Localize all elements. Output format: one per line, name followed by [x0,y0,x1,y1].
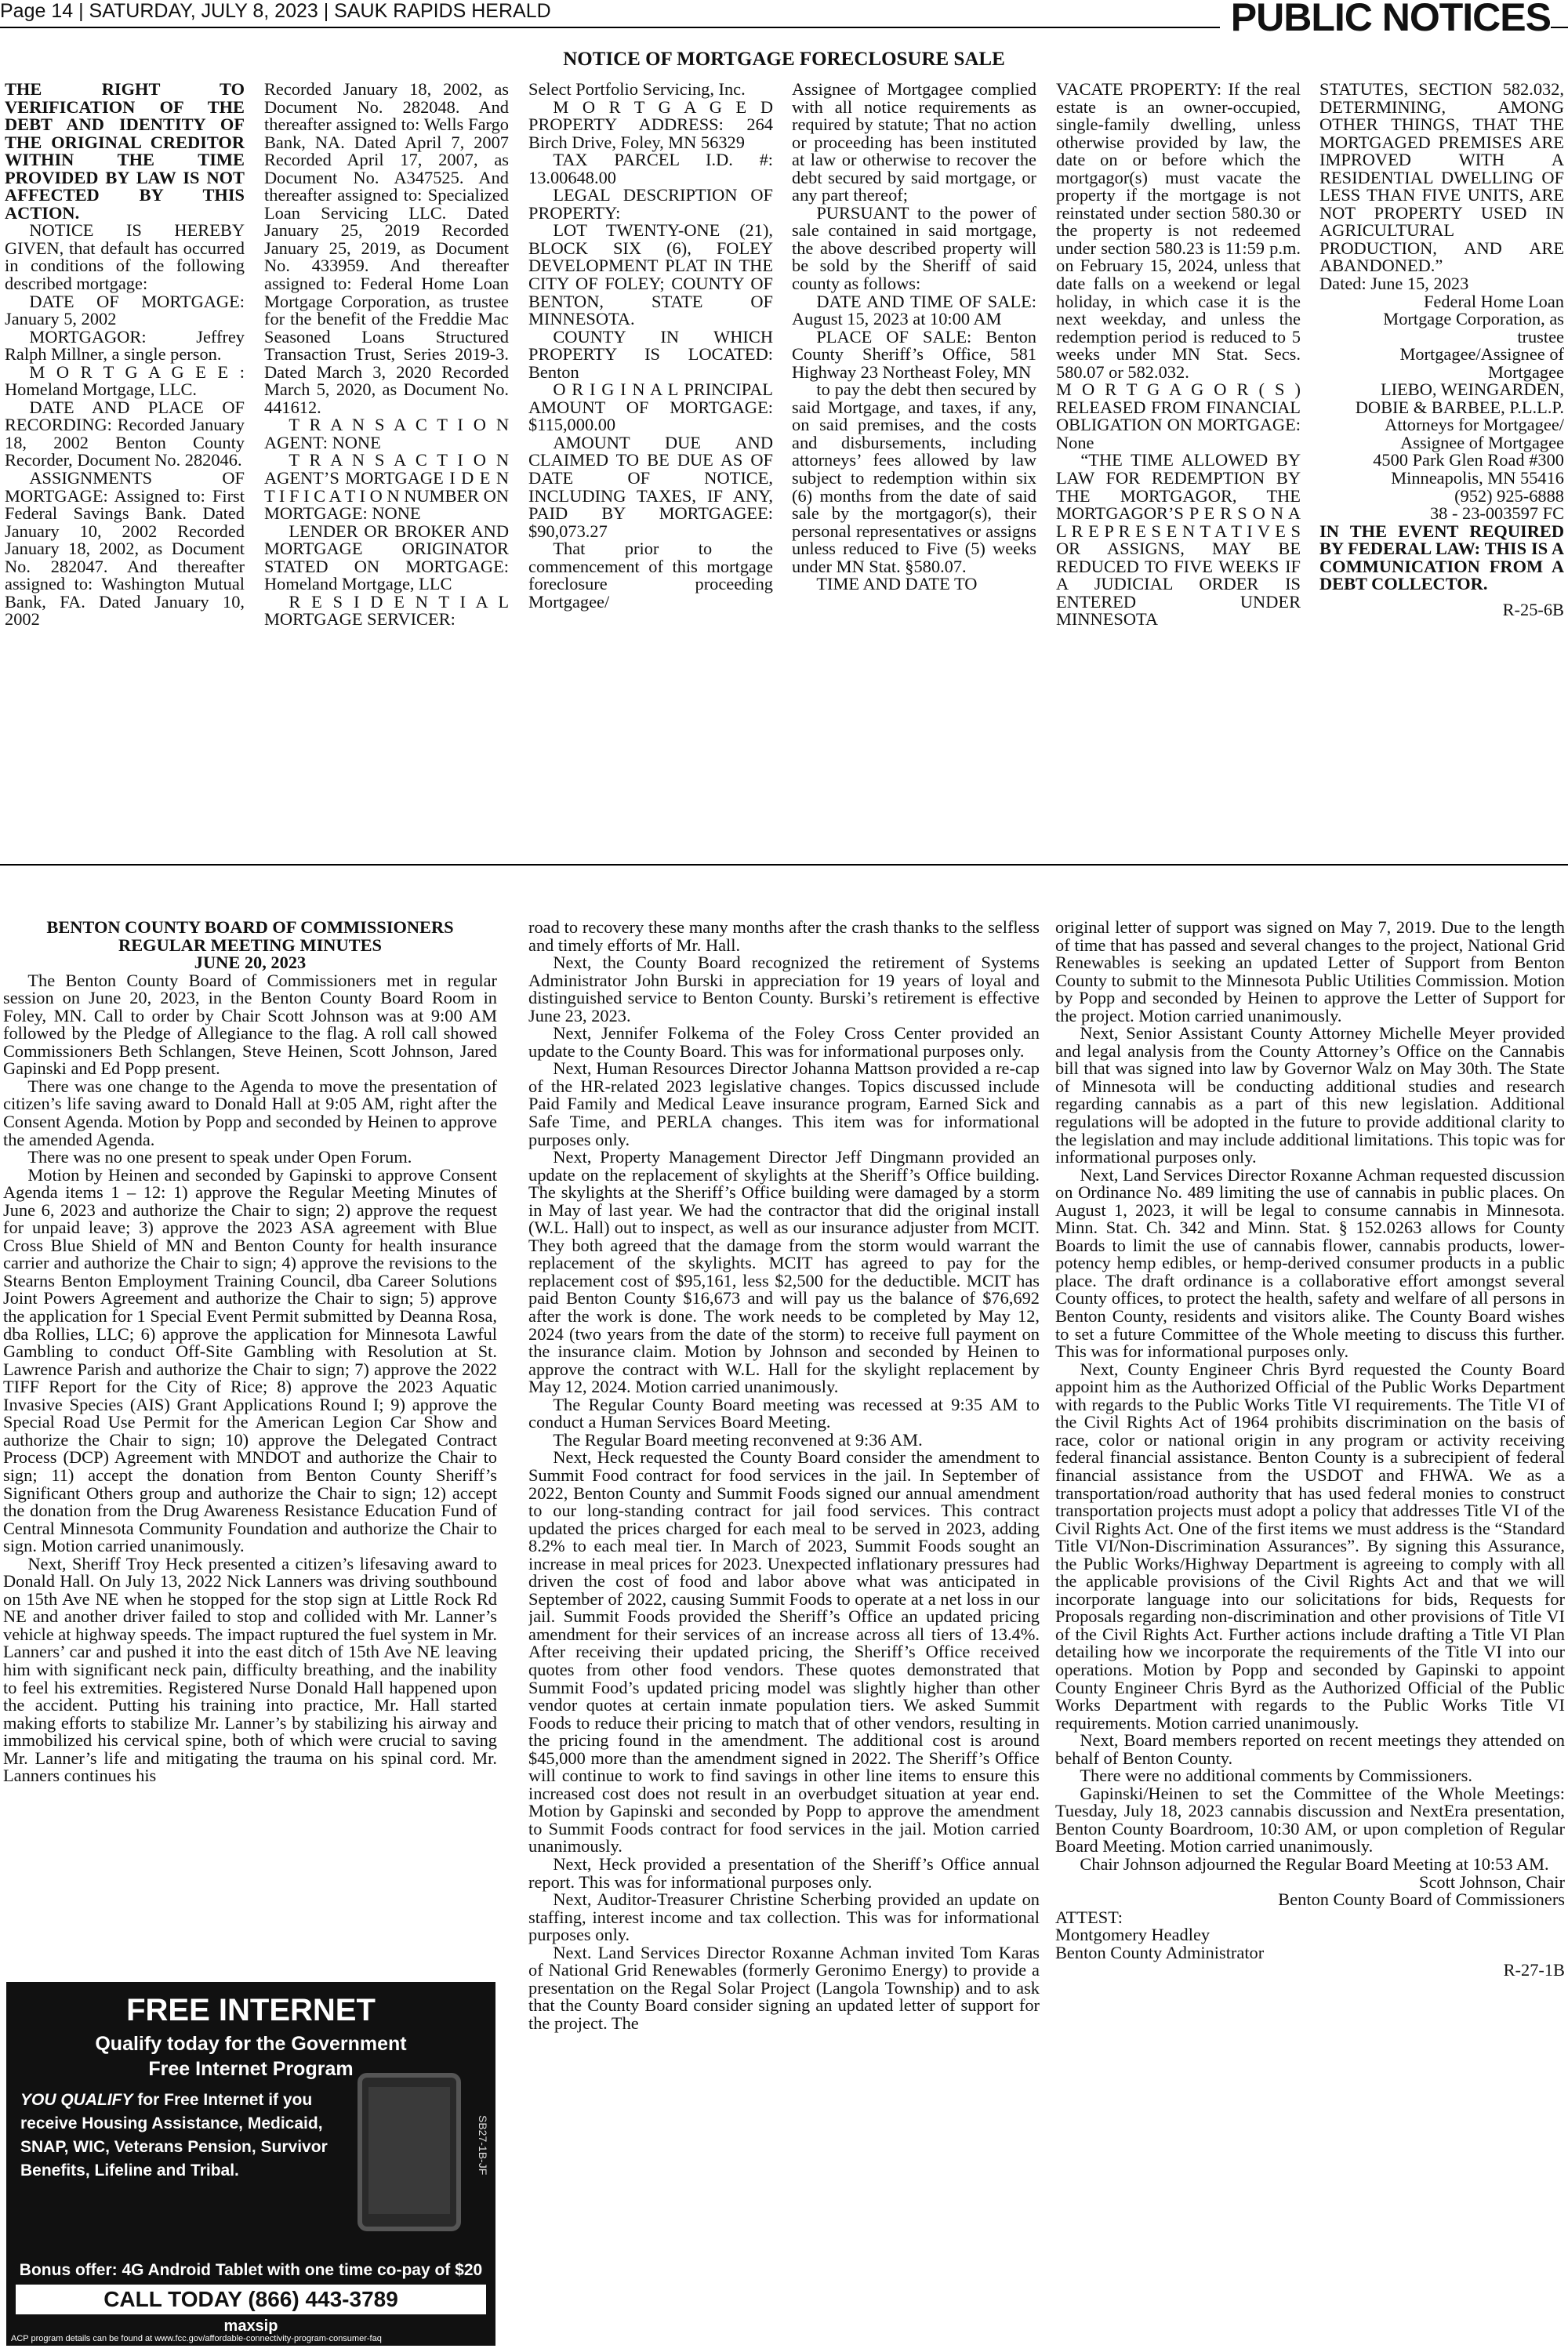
foreclosure-title: NOTICE OF MORTGAGE FORECLOSURE SALE [563,49,1005,70]
signature-line: 4500 Park Glen Road #300 [1373,450,1564,470]
attest-line: Benton County Administrator [1055,1942,1265,1962]
paragraph: M O R T G A G E D PROPERTY ADDRESS: 264 Birch Drive, Foley, MN 56329 [528,96,773,152]
minutes-title: BENTON COUNTY BOARD OF COMMISSIONERS [46,919,454,937]
paragraph: PURSUANT to the power of sale contained in said mortgage, the above described property will be sold by the Sheriff of said county as follows: [792,202,1036,294]
paragraph: T R A N S A C T I O N AGENT’S MORTGAGE I D E N T I F I C A T I O N NUMBER ON MORTGAGE: NONE [264,450,509,524]
foreclosure-column-1 [5,81,245,818]
attest-line: Montgomery Headley [1055,1925,1210,1945]
minutes-subtitle: REGULAR MEETING MINUTES [118,935,382,955]
section-title: PUBLIC NOTICES [1220,0,1551,39]
ad-footer: ACP program details can be found at www.fcc.gov/affordable-connectivity-program-consumer-faq [11,2334,382,2343]
paragraph: “THE TIME ALLOWED BY LAW FOR REDEMPTION BY THE MORTGAGOR, THE MORTGAGOR’S P E R S O N A L R E P R E S E N T A T I V E S OR ASSIGNS, MAY BE REDUCED TO FIVE WEEKS IF A JUDICIAL ORDER IS ENTERED UNDER MINNESOTA [1056,450,1301,630]
paragraph: DATE AND PLACE OF RECORDING: Recorded January 18, 2002 Benton County Recorder, Document No. 282046. [5,397,245,470]
minutes-column-1 [3,919,497,1969]
ad-code: SB27-1B-JF [477,2115,489,2176]
paragraph: road to recovery these many months after the crash thanks to the selfless and timely efforts of Mr. Hall. [528,919,1040,955]
paragraph: DATE OF MORTGAGE: January 5, 2002 [5,291,245,329]
paragraph: Recorded January 18, 2002, as Document No. 282048. And thereafter assigned to: Wells Fargo Bank, NA. Dated April 7, 2007 Recorded April 17, 2007, as Document No. A347525. And thereafter assigned to: Specialized Loan Servicing LLC. Dated January 25, 2019 Recorded January 25, 2019, as Document No. 433959. And thereafter assigned to: Federal Home Loan Mortgage Corporation, as trustee for the benefit of the Freddie Mac Seasoned Loans Structured Transaction Trust, Series 2019-3. Dated March 3, 2020 Recorded March 5, 2020, as Document No. 441612. [264,81,509,417]
signature-line: (952) 925-6888 [1454,485,1564,506]
paragraph: COUNTY IN WHICH PROPERTY IS LOCATED: Benton [528,326,773,382]
paragraph: Chair Johnson adjourned the Regular Board Meeting at 10:53 AM. [1080,1853,1549,1874]
paragraph: original letter of support was signed on May 7, 2019. Due to the length of time that has passed and several changes to the project, National Grid Renewables is seeking an updated Letter of Support from Benton County to submit to the Minnesota Public Utilities Commission. Motion by Popp and seconded by Heinen to approve the Letter of Support for the project. Motion carried unanimously. [1055,919,1565,1025]
foreclosure-column-4 [792,81,1036,818]
paragraph: Next, Senior Assistant County Attorney Michelle Meyer provided and legal analysis from the County Attorney’s Office on the Cannabis bill that was signed into law by Governor Walz on May 30th. The State of Minnesota will be conducting additional studies and research regarding cannabis as a part of this new legislation. Additional regulations will be adopted in the future to provide additional clarity to the legislation and may include additional limitations. This topic was for informational purposes only. [1055,1023,1565,1167]
paragraph: TIME AND DATE TO [816,574,978,594]
notice-code: R-25-6B [1502,599,1564,619]
paragraph: Next, Human Resources Director Johanna Mattson provided a re-cap of the HR-related 2023 legislative changes. Topics discussed include Paid Family and Medical Leave insurance program, Earned Sick and Safe Time, and PERLA changes. This item was for informational purposes only. [528,1058,1040,1149]
signature-line: Mortgagee [1488,361,1564,382]
signature-line: Minneapolis, MN 55416 [1391,468,1564,488]
foreclosure-column-5 [1056,81,1301,818]
paragraph: AMOUNT DUE AND CLAIMED TO BE DUE AS OF DATE OF NOTICE, INCLUDING TAXES, IF ANY, PAID BY MORTGAGEE: $90,073.27 [528,432,773,541]
ad-headline: FREE INTERNET [126,1993,376,2027]
paragraph: THE RIGHT TO VERIFICATION OF THE DEBT AND IDENTITY OF THE ORIGINAL CREDITOR WITHIN THE TIME PROVIDED BY LAW IS NOT AFFECTED BY THIS ACTION. [5,81,245,223]
paragraph: The Benton County Board of Commissioners met in regular session on June 20, 2023, in the Benton County Board Room in Foley, MN. Call to order by Chair Scott Johnson was at 9:00 AM followed by the Pledge of Allegiance to the flag. A roll call showed Commissioners Beth Schlangen, Steve Heinen, Scott Johnson, Jared Gapinski and Ed Popp present. [3,970,497,1079]
paragraph: Next. Land Services Director Roxanne Achman invited Tom Karas of National Grid Renewables (formerly Geronimo Energy) to provide a presentation on the Regal Solar Project (Langola Township) and to ask that the County Board consider signing an updated letter of support for the project. The [528,1942,1040,2033]
paragraph: Next, Auditor-Treasurer Christine Scherbing provided an update on staffing, interest income and tax collection. This was for informational purposes only. [528,1889,1040,1945]
ad-bonus: Bonus offer: 4G Android Tablet with one time co-pay of $20 [19,2261,483,2279]
debt-collector-notice: IN THE EVENT REQUIRED BY FEDERAL LAW: THIS IS A COMMUNICATION FROM A DEBT COLLECTOR. [1319,521,1564,594]
paragraph: Gapinski/Heinen to set the Committee of the Whole Meetings: Tuesday, July 18, 2023 cannabis discussion and NextEra presentation, Benton County Boardroom, 10:30 AM, or upon completion of Regular Board Meeting. Motion carried unanimously. [1055,1783,1565,1857]
signature-line: 38 - 23-003597 FC [1429,503,1564,524]
paragraph: The Regular County Board meeting was recessed at 9:35 AM to conduct a Human Services Board Meeting. [528,1394,1040,1432]
attest-line: ATTEST: [1055,1907,1123,1927]
section-divider [0,864,1568,866]
paragraph: Next, the County Board recognized the retirement of Systems Administrator John Burski in appreciation for 19 years of loyal and distinguished service to Benton County. Burski’s retirement is effective June 23, 2023. [528,953,1040,1025]
paragraph: T R A N S A C T I O N AGENT: NONE [264,415,509,452]
paragraph: STATUTES, SECTION 582.032, DETERMINING, AMONG OTHER THINGS, THAT THE MORTGAGED PREMISES ARE IMPROVED WITH A RESIDENTIAL DWELLING OF LESS THAN FIVE UNITS, ARE NOT PROPERTY USED IN AGRICULTURAL PRODUCTION, AND ARE ABANDONED.” [1319,81,1564,276]
dated-line: Dated: June 15, 2023 [1319,274,1469,294]
minutes-date: JUNE 20, 2023 [194,953,307,973]
foreclosure-column-6 [1319,81,1564,818]
paragraph: R E S I D E N T I A L MORTGAGE SERVICER: [264,591,509,630]
paragraph: MORTGAGOR: Jeffrey Ralph Millner, a single person. [5,326,245,365]
paragraph: Next, Property Management Director Jeff Dingmann provided an update on the replacement of skylights at the Sheriff’s Office building. The skylights at the Sheriff’s Office building were damaged by a storm in May of last year. We had the contractor that did the original install (W.L. Hall) out to inspect, as well as our insurance adjuster from MCIT. They both agreed that the damage from the storm would warrant the replacement of the skylights. MCIT has agreed to pay for the replacement cost of $95,161, less $2,500 for the deductible. MCIT has paid Benton County $16,673 and will pay us the balance of $76,692 after the work is done. The work needs to be completed by May 12, 2024 (two years from the date of the storm) to receive full payment on the insurance claim. Motion by Johnson and seconded by Heinen to approve the contract with W.L. Hall for the skylight replacement by May 12, 2024. Motion carried unanimously. [528,1147,1040,1397]
paragraph: Next, Heck requested the County Board consider the amendment to Summit Food contract for food services in the jail. In September of 2022, Benton County and Summit Foods signed our annual amendment to our long-standing contract for jail food services. This contract updated the prices charged for each meal to be served in 2023, adding 8.2% to each meal tier. In March of 2023, Summit Foods sought an increase in meal prices for 2023. Unexpected inflationary pressures had driven the cost of food and labor above what was anticipated in September of 2022, causing Summit Foods to operate at a net loss in our jail. Summit Foods provided the Sheriff’s Office an updated pricing amendment for their services of an increase across all tiers of 13.4%. After receiving their updated pricing, the Sheriff’s Office received quotes from other food vendors. These quotes demonstrated that Summit Food’s updated pricing model was slightly higher than other vendor quotes at certain inmate population tiers. We asked Summit Foods to reduce their pricing to match that of other vendors, resulting in the pricing found in the amendment. The additional cost is around $45,000 more than the amendment signed in 2022. The Sheriff’s Office will continue to work to find savings in other line items to ensure this increased cost does not result in an overbudget situation at year end. Motion by Gapinski and seconded by Popp to approve the amendment to Summit Foods contract for food services in the jail. Motion carried unanimously. [528,1447,1040,1857]
paragraph: Motion by Heinen and seconded by Gapinski to approve Consent Agenda items 1 – 12: 1) approve the Regular Meeting Minutes of June 6, 2023 and authorize the Chair to sign; 2) approve the request for unpaid leave; 3) approve the 2023 ASA agreement with Blue Cross Blue Shield of MN and Benton County for health insurance carrier and authorize the Chair to sign; 4) approve the revisions to the Stearns Benton Employment Training Council, dba Career Solutions Joint Powers Agreement and authorize the Chair to sign; 5) approve the application for 1 Special Event Permit submitted by Deanna Rosa, dba Rollies, LLC; 6) approve the application for Minnesota Lawful Gambling to conduct Off-Site Gambling with Resolution at St. Lawrence Parish and authorize the Chair to sign; 7) approve the 2022 TIFF Report for the City of Rice; 8) approve the 2023 Aquatic Invasive Species (AIS) Grant Applications Round I; 9) approve the Special Road Use Permit for the American Legion Car Show and authorize the Chair to sign; 10) approve the Delegated Contract Process (DCP) Agreement with MNDOT and authorize the Chair to sign; 11) accept the donation from Benton County Sheriff’s Significant Others group and authorize the Chair to sign; 12) accept the donation from the Drug Awareness Resistance Education Fund of Central Minnesota Community Foundation and authorize the Chair to sign. Motion carried unanimously. [3,1164,497,1556]
paragraph: The Regular Board meeting reconvened at 9:36 AM. [553,1429,923,1450]
paragraph: There were no additional comments by Commissioners. [1080,1766,1472,1786]
ad-subheadline: Qualify today for the Government [95,2033,407,2055]
signature-line: DOBIE & BARBEE, P.L.L.P. [1355,397,1564,417]
ad-body-text: for Free Internet if you receive Housing Assistance, Medicaid, SNAP, WIC, Veterans Pension, Survivor Benefits, Lifeline and Tribal. [20,2091,328,2180]
paragraph: DATE AND TIME OF SALE: August 15, 2023 at 10:00 AM [792,291,1036,329]
tablet-screen [368,2087,450,2214]
foreclosure-column-2 [264,81,509,818]
paragraph: Next, Land Services Director Roxanne Achman requested discussion on Ordinance No. 489 limiting the use of cannabis in public places. On August 1, 2023, it will be legal to consume cannabis in Minnesota. Minn. Stat. Ch. 342 and Minn. Stat. § 152.0263 allows for County Boards to limit the use of cannabis flower, cannabis products, lower-potency hemp edibles, or hemp-derived consumer products in a public place. The draft ordinance is a collaborative effort amongst several County offices, to protect the health, safety and welfare of all persons in Benton County, residents and visitors alike. The County Board wishes to set a future Committee of the Whole meeting to discuss this further. This was for informational purposes only. [1055,1164,1565,1362]
signature-line: trustee [1517,326,1564,347]
paragraph: Next, Jennifer Folkema of the Foley Cross Center provided an update to the County Board. This was for informational purposes only. [528,1023,1040,1061]
header-bar [0,0,1568,39]
ad-body-lead: YOU QUALIFY [20,2091,133,2109]
paragraph: M O R T G A G E E : Homeland Mortgage, LLC. [5,361,245,400]
tablet-icon [358,2073,461,2231]
paragraph: There was no one present to speak under Open Forum. [27,1147,412,1167]
paragraph: PLACE OF SALE: Benton County Sheriff’s Office, 581 Highway 23 Northeast Foley, MN [792,326,1036,382]
signature-line: Attorneys for Mortgagee/ [1385,415,1564,435]
paragraph: O R I G I N A L PRINCIPAL AMOUNT OF MORTGAGE: $115,000.00 [528,379,773,435]
paragraph: ASSIGNMENTS OF MORTGAGE: Assigned to: First Federal Savings Bank. Dated January 10, 2002 Recorded January 18, 2002, as Document No. 282047. And thereafter assigned to: Washington Mutual Bank, FA. Dated January 10, 2002 [5,468,245,630]
signature-line: LIEBO, WEINGARDEN, [1380,379,1564,400]
paragraph: Next, Board members reported on recent meetings they attended on behalf of Benton County. [1055,1730,1565,1768]
paragraph: Select Portfolio Servicing, Inc. [528,81,746,99]
minutes-column-2 [528,919,1040,2346]
ad-phone-banner: CALL TODAY (866) 443-3789 [16,2285,486,2314]
page-folio: Page 14 | SATURDAY, JULY 8, 2023 | SAUK RAPIDS HERALD [0,0,551,22]
paragraph: Next, County Engineer Chris Byrd requested the County Board appoint him as the Authorized Official of the Public Works Department with regards to the Public Works Title VI requirements. The Title VI of the Civil Rights Act of 1964 prohibits discrimination on the basis of race, color or national origin in any program or activity receiving federal financial assistance. Benton County is a subrecipient of federal financial assistance from the USDOT and FHWA. We as a transportation/road authority that has used federal monies to construct transportation projects must adopt a policy that addresses Title VI of the Civil Rights Act. One of the first items we must address is the “Standard Title VI/Non-Discrimination Assurances”. By signing this Assurance, the Public Works/Highway Department is agreeing to comply with all the applicable provisions of the Civil Rights Act and that we will incorporate language into our solicitations for bids, Requests for Proposals regarding non-discrimination and other provisions of Title VI of the Civil Rights Act. Further actions include drafting a Title VI Plan detailing how we incorporate the requirements of the Title VI into our operations. Motion by Popp and seconded by Gapinski to appoint County Engineer Chris Byrd as the Authorized Official of the Public Works Department with regards to the Public Works Title VI requirements. Motion carried unanimously. [1055,1359,1565,1733]
paragraph: Assignee of Mortgagee complied with all notice requirements as required by statute; That no action or proceeding has been instituted at law or otherwise to recover the debt secured by said mortgage, or any part thereof; [792,81,1036,205]
paragraph: M O R T G A G O R ( S ) RELEASED FROM FINANCIAL OBLIGATION ON MORTGAGE: None [1056,379,1301,452]
foreclosure-column-3 [528,81,773,818]
ad-body [20,2089,350,2183]
signature-line: Assignee of Mortgagee [1400,432,1564,452]
signature-line: Scott Johnson, Chair [1419,1871,1565,1892]
paragraph: Next, Heck provided a presentation of the Sheriff’s Office annual report. This was for informational purposes only. [528,1853,1040,1892]
paragraph: VACATE PROPERTY: If the real estate is an owner-occupied, single-family dwelling, unless otherwise provided by law, the date on or before which the mortgagor(s) must vacate the property if the mortgage is not reinstated under section 580.30 or the property is not redeemed under section 580.23 is 11:59 p.m. on February 15, 2024, unless that date falls on a weekend or legal holiday, in which case it is the next weekday, and unless the redemption period is reduced to 5 weeks under MN Stat. Secs. 580.07 or 582.032. [1056,81,1301,382]
signature-line: Benton County Board of Commissioners [1278,1889,1565,1910]
paragraph: LEGAL DESCRIPTION OF PROPERTY: [528,185,773,223]
paragraph: There was one change to the Agenda to move the presentation of citizen’s life saving award to Donald Hall at 9:05 AM, right after the Consent Agenda. Motion by Popp and seconded by Heinen to approve the amended Agenda. [3,1076,497,1149]
paragraph: LOT TWENTY-ONE (21), BLOCK SIX (6), FOLEY DEVELOPMENT PLAT IN THE CITY OF FOLEY; COUNTY OF BENTON, STATE OF MINNESOTA. [528,220,773,329]
paragraph: TAX PARCEL I.D. #: 13.00648.00 [528,150,773,187]
free-internet-ad [6,1982,495,2346]
paragraph: Next, Sheriff Troy Heck presented a citizen’s lifesaving award to Donald Hall. On July 13, 2022 Nick Lanners was driving southbound on 15th Ave NE when he stopped for the stop sign at Little Rock Rd NE and another driver failed to stop and collided with Mr. Lanner’s vehicle at highway speeds. The impact ruptured the fuel system in Mr. Lanners’ car and pushed it into the east ditch of 15th Ave NE leaving him with significant neck pain, difficulty breathing, and the inability to feel his extremities. Registered Nurse Donald Hall happened upon the accident. Putting his training into practice, Mr. Hall started making efforts to stabilize Mr. Lanner’s by stabilizing his airway and immobilized his cervical spine, both of which were crucial to saving Mr. Lanner’s life and mitigating the trauma on his spinal cord. Mr. Lanners continues his [3,1553,497,1786]
ad-subheadline: Free Internet Program [148,2058,354,2080]
notice-code: R-27-1B [1503,1960,1565,1980]
paragraph: That prior to the commencement of this mortgage foreclosure proceeding Mortgagee/ [528,539,773,612]
paragraph: to pay the debt then secured by said Mortgage, and taxes, if any, on said premises, and the costs and disbursements, including attorneys’ fees allowed by law subject to redemption within six (6) months from the date of said sale by the mortgagor(s), their personal representatives or assigns unless reduced to Five (5) weeks under MN Stat. §580.07. [792,379,1036,576]
paragraph: LENDER OR BROKER AND MORTGAGE ORIGINATOR STATED ON MORTGAGE: Homeland Mortgage, LLC [264,521,509,594]
signature-line: Federal Home Loan [1423,291,1564,311]
paragraph: NOTICE IS HEREBY GIVEN, that default has occurred in conditions of the following described mortgage: [5,220,245,294]
signature-line: Mortgage Corporation, as [1383,309,1564,329]
ad-logo: maxsip [223,2318,278,2335]
minutes-column-3 [1055,919,1565,2346]
signature-line: Mortgagee/Assignee of [1399,344,1564,365]
